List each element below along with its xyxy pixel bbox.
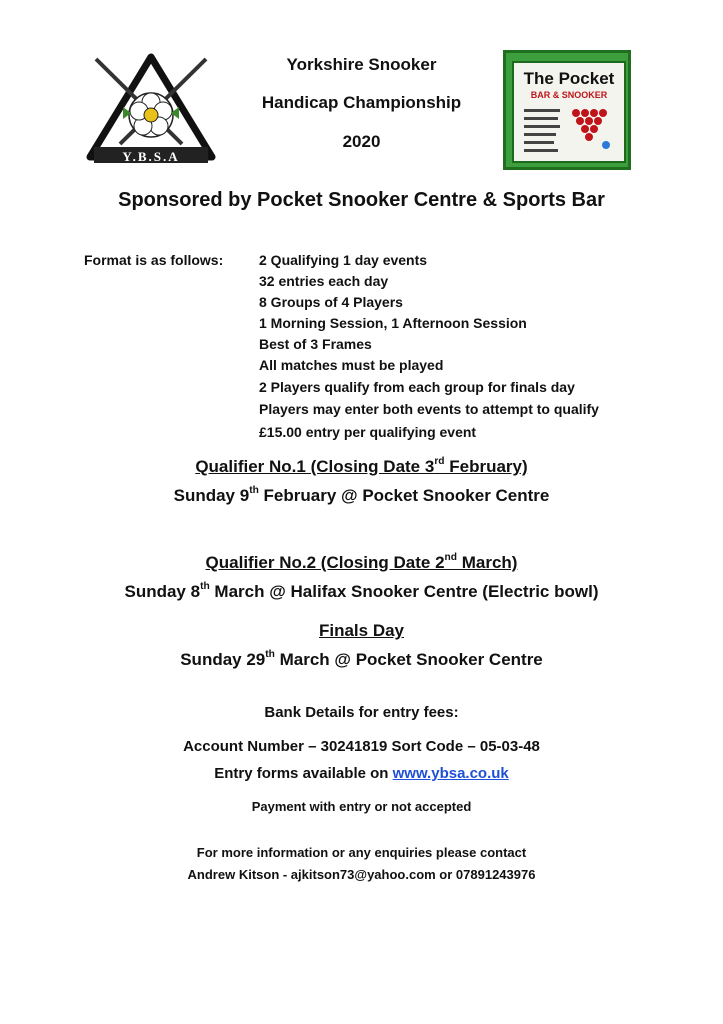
format-line: Best of 3 Frames	[259, 336, 372, 352]
entry-forms-line: Entry forms available on www.ybsa.co.uk	[214, 765, 509, 782]
format-line: Players may enter both events to attempt to qualify	[259, 401, 599, 417]
pocket-logo-subtitle: BAR & SNOOKER	[530, 90, 608, 100]
pocket-logo-title: The Pocket	[523, 69, 615, 88]
contact-line-2: Andrew Kitson - ajkitson73@yahoo.com or 07891243976	[187, 867, 536, 882]
finals-heading: Finals Day	[318, 621, 405, 640]
qualifier-1-detail: Sunday 9th February @ Pocket Snooker Centre	[173, 485, 550, 505]
format-line: £15.00 entry per qualifying event	[259, 424, 477, 440]
qualifier-2-heading: Qualifier No.2 (Closing Date 2nd March)	[205, 552, 518, 572]
format-line: 2 Qualifying 1 day events	[259, 252, 428, 268]
payment-note: Payment with entry or not accepted	[251, 799, 472, 814]
ybsa-logo-text: Y.B.S.A	[122, 149, 180, 164]
qualifier-1-heading: Qualifier No.1 (Closing Date 3rd February)	[195, 456, 528, 476]
format-line: 2 Players qualify from each group for finals day	[259, 379, 575, 395]
page-title-line-2: Handicap Championship	[261, 93, 462, 112]
ybsa-website-link[interactable]: www.ybsa.co.uk	[392, 765, 509, 782]
pocket-logo	[503, 50, 631, 170]
format-line: 8 Groups of 4 Players	[259, 294, 403, 310]
format-line: 1 Morning Session, 1 Afternoon Session	[259, 315, 527, 331]
format-line: All matches must be played	[259, 357, 444, 373]
account-details: Account Number – 30241819 Sort Code – 05-03-48	[183, 738, 540, 755]
sponsor-heading: Sponsored by Pocket Snooker Centre & Sports Bar	[118, 189, 605, 211]
finals-detail: Sunday 29th March @ Pocket Snooker Centre	[180, 649, 543, 669]
contact-line-1: For more information or any enquiries please contact	[196, 845, 527, 860]
snooker-balls-icon	[514, 103, 624, 159]
bank-heading: Bank Details for entry fees:	[264, 704, 459, 721]
page-title-line-1: Yorkshire Snooker	[286, 55, 437, 74]
format-line: 32 entries each day	[259, 273, 389, 289]
format-label: Format is as follows:	[84, 252, 224, 268]
page-title-line-3: 2020	[342, 132, 381, 151]
qualifier-2-detail: Sunday 8th March @ Halifax Snooker Centre (Electric bowl)	[124, 581, 599, 601]
